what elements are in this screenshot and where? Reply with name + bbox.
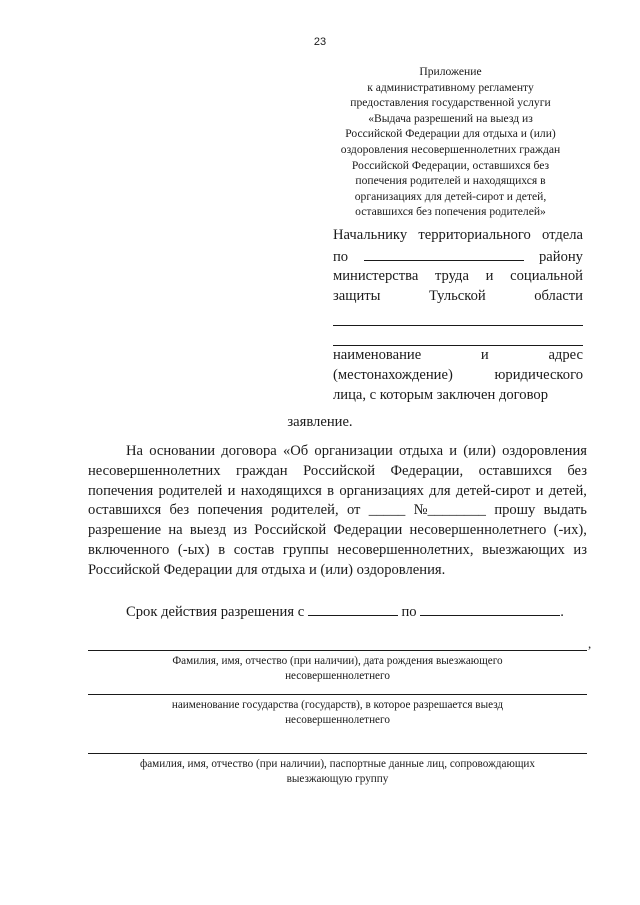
body-word: несовершеннолетних, [337, 541, 474, 558]
body-word: (-ых) [177, 541, 210, 558]
addressee-word: отдела [542, 227, 583, 243]
body-word: выезд [189, 522, 227, 539]
body-line [88, 501, 587, 521]
body-word: выезжающих [482, 541, 565, 558]
destination-country-field[interactable] [88, 694, 587, 695]
body-word: из [233, 522, 247, 539]
addressee-word: социальной [510, 268, 583, 285]
appendix-line: к административному регламенту [367, 80, 534, 94]
body-word: и [449, 443, 458, 459]
appendix-line: оставшихся без попечения родителей» [355, 205, 546, 219]
addressee-line [333, 287, 583, 307]
caption-line: выезжающую группу [286, 773, 389, 785]
body-word: организации [314, 443, 393, 459]
body-word: Российской [303, 462, 376, 479]
validity-to-label: по [401, 604, 417, 620]
body-word: организациях [339, 482, 424, 499]
caption-line: несовершеннолетнего [285, 670, 390, 682]
addressee-word: труда [435, 268, 469, 285]
appendix-line: предоставления государственной услуги [350, 96, 551, 110]
body-word: находящихся [240, 482, 322, 499]
caption-line: наименование государства (государств), в которое разрешается выезд [171, 699, 504, 711]
addressee-word: территориального [418, 227, 531, 243]
body-word: На [126, 443, 144, 459]
validity-from-field[interactable] [308, 601, 398, 616]
addressee-district-line [333, 246, 583, 268]
addressee-word: юридического [494, 366, 583, 383]
body-word: договора [221, 443, 277, 459]
addressee-line: лица, с которым заключен договор [333, 386, 548, 403]
minor-name-field[interactable] [88, 650, 587, 651]
addressee-word: и [485, 268, 494, 285]
body-word: Федерации, [390, 462, 464, 479]
appendix-line: оздоровления несовершеннолетних граждан [340, 142, 561, 156]
body-word: детей, [548, 482, 587, 499]
body-word: _____ [368, 502, 406, 519]
application-body [88, 442, 587, 581]
body-word: родителей [158, 482, 223, 499]
body-word: в [218, 541, 226, 558]
appendix-line: Приложение [419, 65, 482, 78]
body-word: несовершеннолетних [88, 462, 221, 479]
body-line [88, 482, 587, 502]
body-word: граждан [236, 462, 288, 479]
body-word: отдыха [398, 443, 444, 459]
body-word: оставшихся [88, 502, 162, 519]
minor-name-trailing-comma: , [588, 636, 592, 651]
appendix-line: «Выдача разрешений на выезд из [368, 111, 533, 125]
body-line [88, 561, 587, 581]
addressee-line [333, 267, 583, 287]
addressee-line [333, 346, 583, 366]
body-word: несовершеннолетнего [409, 522, 547, 539]
addressee-word: защиты [333, 287, 381, 304]
body-word: без [169, 502, 190, 519]
body-word: от [346, 502, 361, 519]
body-word: на [168, 522, 183, 539]
applicant-name-blank-line[interactable] [333, 306, 583, 326]
body-word: (-их), [553, 522, 587, 539]
addressee-word: району [538, 248, 583, 265]
body-line [88, 462, 587, 482]
accompanying-persons-caption [88, 757, 587, 787]
body-word: оставшихся [478, 462, 552, 479]
caption-line: Фамилия, имя, отчество (при наличии), дата рождения выезжающего [172, 655, 503, 667]
addressee-line [333, 366, 583, 386]
addressee-word: Начальнику [333, 227, 408, 243]
body-word: и [535, 482, 544, 499]
appendix-line: организациях для детей-сирот и детей, [354, 189, 547, 203]
body-word: родителей, [271, 502, 339, 519]
addressee-word: (местонахождение) [333, 366, 453, 383]
body-word: попечения [88, 482, 154, 499]
addressee-line [333, 226, 583, 246]
body-word: включенного [88, 541, 170, 558]
body-word: из [573, 541, 587, 558]
body-word: для [429, 482, 451, 499]
page-number: 23 [313, 36, 327, 48]
document-heading: заявление. [287, 414, 353, 430]
applicant-name-blank-line[interactable] [333, 326, 583, 346]
body-word: попечения [197, 502, 263, 519]
minor-name-caption [88, 654, 587, 684]
appendix-line: Российской Федерации, оставшихся без [351, 158, 550, 172]
addressee-word: адрес [548, 347, 583, 364]
addressee-block [333, 226, 583, 405]
body-word: разрешение [88, 522, 162, 539]
addressee-word: министерства [333, 268, 419, 285]
destination-country-caption [88, 698, 587, 728]
body-word: №________ [413, 502, 486, 519]
validity-to-field[interactable] [420, 601, 560, 616]
appendix-line: попечения родителей и находящихся в [355, 174, 546, 188]
body-word: Российской Федерации для отдыха и (или) оздоровления. [88, 561, 446, 578]
validity-end-mark: . [560, 604, 564, 620]
caption-line: несовершеннолетнего [285, 714, 390, 726]
body-word: оздоровления [502, 443, 587, 459]
body-line [88, 521, 587, 541]
validity-prefix: Срок действия разрешения с [126, 604, 305, 620]
body-word: «Об [282, 443, 309, 459]
addressee-word: Тульской [428, 287, 486, 304]
body-word: основании [149, 443, 216, 459]
body-word: и [227, 482, 236, 499]
addressee-word: по [333, 248, 349, 265]
district-blank-field[interactable] [364, 246, 524, 261]
body-line [88, 442, 587, 462]
addressee-word: области [534, 287, 583, 304]
caption-line: фамилия, имя, отчество (при наличии), паспортные данные лиц, сопровождающих [139, 758, 536, 770]
addressee-word: и [480, 347, 489, 364]
body-word: (или) [463, 443, 496, 459]
body-word: детей-сирот [455, 482, 531, 499]
body-word: без [567, 462, 587, 479]
body-word: Федерации [333, 522, 403, 539]
body-word: в [327, 482, 335, 499]
body-word: состав [233, 541, 275, 558]
body-word: выдать [543, 502, 587, 519]
addressee-word: наименование [333, 347, 422, 364]
appendix-header [328, 64, 573, 220]
body-word: группы [282, 541, 329, 558]
appendix-line: Российской Федерации для отдыха и (или) [345, 127, 556, 141]
body-word: прошу [494, 502, 536, 519]
body-word: Российской [254, 522, 327, 539]
body-line [88, 541, 587, 561]
accompanying-persons-field[interactable] [88, 753, 587, 754]
validity-period-line [126, 601, 564, 621]
